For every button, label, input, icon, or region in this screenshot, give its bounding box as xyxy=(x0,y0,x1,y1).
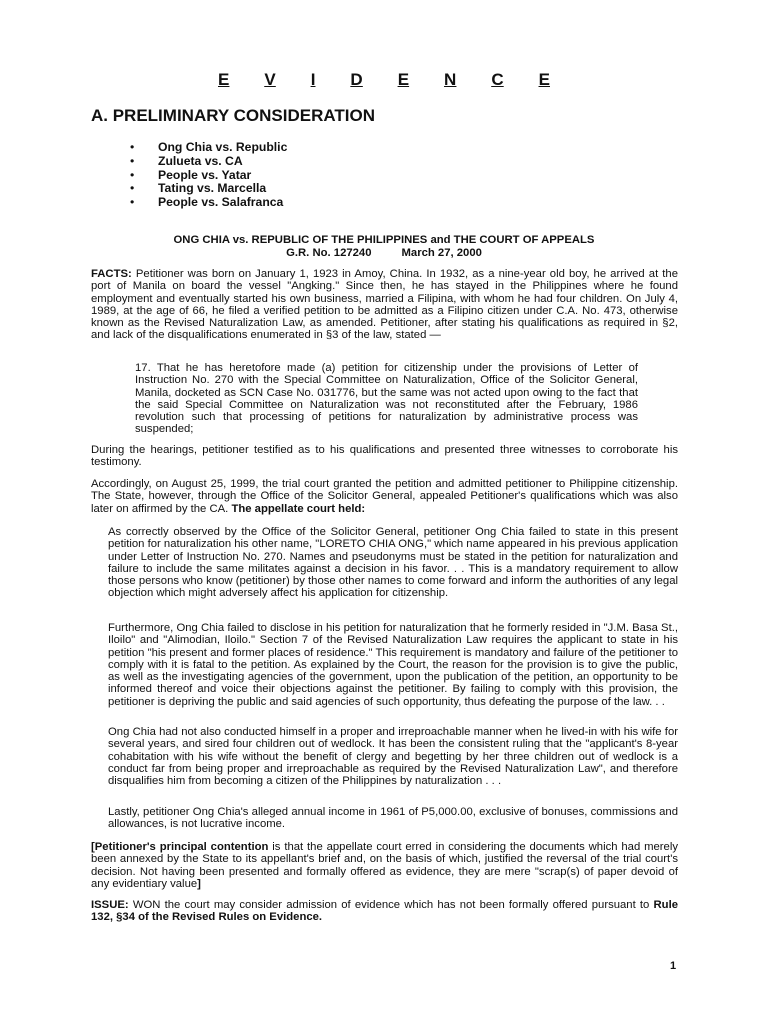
accordingly-paragraph xyxy=(91,478,678,515)
title-letter: N xyxy=(444,70,457,89)
page-number: 1 xyxy=(670,960,677,972)
issue-paragraph xyxy=(91,899,678,924)
facts-paragraph xyxy=(91,268,678,342)
title-letter: E xyxy=(218,70,230,89)
title-letter: V xyxy=(264,70,276,89)
title-letter: I xyxy=(310,70,316,89)
quote-item-17: 17. That he has heretofore made (a) petition for citizenship under the provisions of Letter of Instruction No. 270 with the Special Committee on Naturalization, Office of the Solicitor General, Manila, docketed as SCN Case No. 031776, but the same was not acted upon owing to the fact that the said Special Committee on Naturalization was not reconstituted after the February, 1986 revolution such that processing of petitions for naturalization by administrative process was suspended; xyxy=(135,362,638,436)
case-date: March 27, 2000 xyxy=(401,246,482,259)
hearings-paragraph: During the hearings, petitioner testified as to his qualifications and presented three witnesses to corroborate his testimony. xyxy=(91,444,678,469)
title-letter: E xyxy=(397,70,410,89)
contention-text: is that the appellate court erred in considering the documents which had merely been annexed by the State to its appellant's brief and, on the basis of which, justified the reversal of the trial court's decision. Not having been presented and formally offered as evidence, they are mere "scrap(s) of paper devoid of any evidentiary value xyxy=(91,841,679,890)
contention-paragraph xyxy=(91,841,678,890)
facts-text: Petitioner was born on January 1, 1923 in Amoy, China. In 1932, as a nine-year old boy, he arrived at the port of Manila on board the vessel "Angking." Since then, he has stayed in the Philippines where he found employment and eventually started his own business, married a Filipina, with whom he had four children. On July 4, 1989, at the age of 66, he filed a verified petition to be admitted as a Filipino citizen under C.A. No. 473, otherwise known as the Revised Naturalization Law, as amended. Petitioner, after stating his qualifications as required in §2, and lack of the disqualifications enumerated in §3 of the law, stated — xyxy=(91,268,678,342)
case-list-item: • People vs. Salafranca xyxy=(130,196,287,210)
case-title: ONG CHIA vs. REPUBLIC OF THE PHILIPPINES and THE COURT OF APPEALS xyxy=(173,234,595,246)
title-letter: E xyxy=(538,70,550,89)
document-title xyxy=(218,70,550,90)
title-letter: C xyxy=(491,70,504,89)
case-list-item: • People vs. Yatar xyxy=(130,169,287,183)
case-gr-line xyxy=(90,247,678,260)
section-heading: A. PRELIMINARY CONSIDERATION xyxy=(91,106,375,125)
held-paragraph: Lastly, petitioner Ong Chia's alleged annual income in 1961 of P5,000.00, exclusive of bonuses, commissions and allowances, is not lucrative income. xyxy=(108,806,678,831)
case-header xyxy=(90,234,678,260)
title-letter: D xyxy=(350,70,363,89)
case-list-item: • Tating vs. Marcella xyxy=(130,182,287,196)
issue-rule: Rule 132, §34 of the Revised Rules on Evidence. xyxy=(91,899,678,924)
contention-label: [Petitioner's principal contention xyxy=(91,841,269,853)
held-paragraph: Ong Chia had not also conducted himself in a proper and irreproachable manner when he lived-in with his wife for several years, and sired four children out of wedlock. It has been the consistent ruling that the "applicant's 8-year cohabitation with his wife without the benefit of clergy and begetting by her three children out of wedlock is a conduct far from being proper and irreproachable as required by the Revised Naturalization Law", and therefore disqualifies him from becoming a citizen of the Philippines by naturalization . . . xyxy=(108,726,678,788)
case-gr-number: G.R. No. 127240 xyxy=(286,246,372,259)
held-paragraph: As correctly observed by the Office of the Solicitor General, petitioner Ong Chia failed to state in this present petition for naturalization his other name, "LORETO CHIA ONG," which name appeared in his previous application under Letter of Instruction No. 270. Names and pseudonyms must be stated in the petition for naturalization and failure to include the same militates against a decision in his favor. . . This is a mandatory requirement to allow those persons who know (petitioner) by those other names to come forward and inform the authorities of any legal objection which might adversely affect his application for citizenship. xyxy=(108,526,678,600)
issue-label: ISSUE: xyxy=(91,899,129,911)
facts-label: FACTS: xyxy=(91,268,132,280)
accordingly-text: Accordingly, on August 25, 1999, the trial court granted the petition and admitted petitioner to Philippine citizenship. The State, however, through the Office of the Solicitor General, appealed Petitioner's qualifications which was also later on affirmed by the CA. xyxy=(91,478,678,515)
appellate-held-label: The appellate court held: xyxy=(231,502,366,515)
case-list-item: • Ong Chia vs. Republic xyxy=(130,141,287,155)
held-paragraph: Furthermore, Ong Chia failed to disclose in his petition for naturalization that he formerly resided in "J.M. Basa St., Iloilo" and "Alimodian, Iloilo." Section 7 of the Revised Naturalization Law requires the applicant to state in his petition "his present and former places of residence." This requirement is mandatory and failure of the petitioner to comply with it is fatal to the petition. As explained by the Court, the reason for the provision is to give the public, as well as the investigating agencies of the government, upon the publication of the petition, an opportunity to be informed thereof and voice their objections against the petitioner. By failing to comply with this provision, the petitioner is depriving the public and said agencies of such opportunity, thus defeating the purpose of the law. . . xyxy=(108,622,678,708)
contention-close: ] xyxy=(197,877,201,890)
issue-text: WON the court may consider admission of evidence which has not been formally offered pursuant to xyxy=(128,899,654,911)
case-list-item: • Zulueta vs. CA xyxy=(130,155,287,169)
case-list xyxy=(130,141,287,210)
